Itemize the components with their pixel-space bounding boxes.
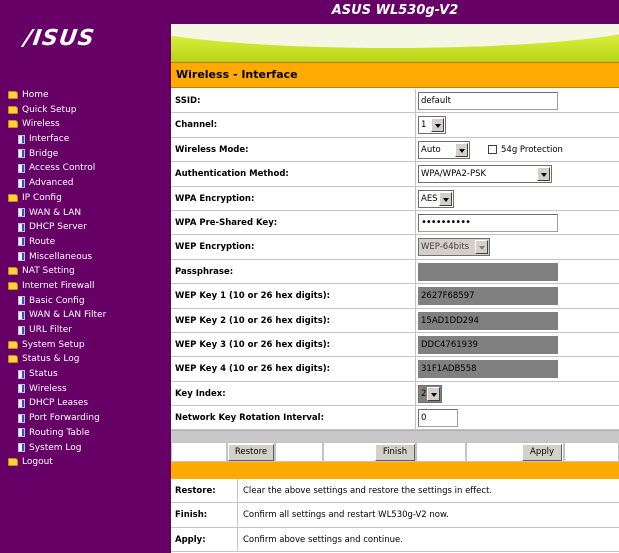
key-index-cell <box>415 382 619 406</box>
sidebar-item-label: Home <box>22 90 49 100</box>
wep-key-2-label: WEP Key 2 (10 or 26 hex digits): <box>175 315 331 326</box>
sidebar-item-label: Status <box>29 369 58 380</box>
page-title-bar <box>171 62 619 88</box>
header-bar <box>171 0 619 24</box>
sidebar-item-status[interactable] <box>0 367 171 382</box>
sidebar-nav <box>0 88 171 470</box>
sidebar-item-basic-config[interactable] <box>0 294 171 309</box>
sidebar-item-label: Interface <box>29 134 70 145</box>
sidebar-item-label: WAN & LAN Filter <box>29 310 107 321</box>
form-row-auth-method <box>171 162 619 186</box>
key-index-select[interactable] <box>418 385 442 403</box>
form-row-wpa-encryption <box>171 187 619 211</box>
auth-method-label: Authentication Method: <box>175 169 289 180</box>
sidebar-item-label: Bridge <box>29 148 59 159</box>
form-row-wep-key-1 <box>171 284 619 308</box>
wep-encryption-label: WEP Encryption: <box>175 242 255 253</box>
psk-input[interactable]: •••••••••• <box>418 214 558 232</box>
folder-open-icon <box>8 282 18 290</box>
wep-key-1-cell <box>415 284 619 308</box>
finish-button[interactable]: Finish <box>375 444 415 461</box>
sidebar-item-wan-and-lan-filter[interactable] <box>0 308 171 323</box>
chevron-down-icon <box>439 192 452 206</box>
wep-key-1-input[interactable]: 2627F68597 <box>418 287 558 305</box>
form-row-wireless-mode <box>171 138 619 162</box>
sidebar-item-wan-and-lan[interactable] <box>0 206 171 221</box>
sidebar-item-label: Wireless <box>22 119 60 130</box>
wep-encryption-cell <box>415 235 619 259</box>
page-icon <box>18 164 25 173</box>
sidebar-item-label: Status & Log <box>22 354 80 365</box>
sidebar-item-dhcp-server[interactable] <box>0 220 171 235</box>
sidebar-item-label: Logout <box>22 457 53 468</box>
wep-encryption-value: WEP-64bits <box>421 242 470 253</box>
sidebar-item-label: Wireless <box>29 383 67 394</box>
wep-key-4-input[interactable]: 31F1ADB558 <box>418 360 558 378</box>
form-row-wep-encryption <box>171 235 619 259</box>
sidebar-item-wireless[interactable] <box>0 117 171 132</box>
page-icon <box>18 399 25 408</box>
wpa-encryption-select[interactable] <box>418 190 454 208</box>
sidebar-item-label: IP Config <box>22 192 62 203</box>
page-icon <box>18 135 25 144</box>
chevron-down-icon <box>537 167 550 181</box>
form-row-wep-key-4 <box>171 357 619 381</box>
page-icon <box>18 237 25 246</box>
help-apply-label: Apply: <box>175 534 206 545</box>
passphrase-input[interactable] <box>418 263 558 281</box>
folder-open-icon <box>8 120 18 128</box>
key-index-value: 2 <box>421 388 427 399</box>
button-cell-spacer <box>275 442 323 462</box>
asus-logo: /ISUS <box>22 26 97 51</box>
sidebar-item-label: System Setup <box>22 339 85 350</box>
sidebar-item-label: Access Control <box>29 163 96 174</box>
form-row-key-index <box>171 382 619 406</box>
sidebar-item-status-and-log[interactable] <box>0 352 171 367</box>
button-cell-apply <box>466 442 564 462</box>
button-row-divider <box>171 430 619 442</box>
wep-key-1-label: WEP Key 1 (10 or 26 hex digits): <box>175 291 331 302</box>
auth-method-select[interactable] <box>418 165 552 183</box>
form-row-wep-key-3 <box>171 333 619 357</box>
passphrase-cell <box>415 260 619 284</box>
page-icon <box>18 311 25 320</box>
protection-checkbox[interactable] <box>488 145 497 154</box>
help-row-apply <box>171 528 619 552</box>
psk-label: WPA Pre-Shared Key: <box>175 217 278 228</box>
passphrase-label: Passphrase: <box>175 266 234 277</box>
sidebar-item-label: Route <box>29 236 56 247</box>
channel-value: 1 <box>421 120 427 131</box>
sidebar-item-label: Quick Setup <box>22 104 77 115</box>
chevron-down-icon <box>427 387 440 401</box>
wireless-mode-label: Wireless Mode: <box>175 144 249 155</box>
form-row-rotation-interval <box>171 406 619 430</box>
auth-method-value: WPA/WPA2-PSK <box>421 169 487 180</box>
help-section-bar <box>171 462 619 479</box>
page-title: Wireless - Interface <box>176 68 298 81</box>
page-icon <box>18 179 25 188</box>
sidebar-item-system-setup[interactable] <box>0 338 171 353</box>
sidebar-item-miscellaneous[interactable] <box>0 250 171 265</box>
wep-key-3-label: WEP Key 3 (10 or 26 hex digits): <box>175 339 331 350</box>
folder-open-icon <box>8 355 18 363</box>
sidebar-item-dhcp-leases[interactable] <box>0 396 171 411</box>
sidebar-item-label: Routing Table <box>29 427 90 438</box>
sidebar-item-label: Basic Config <box>29 295 85 306</box>
wep-key-4-label: WEP Key 4 (10 or 26 hex digits): <box>175 364 331 375</box>
wep-encryption-select[interactable] <box>418 238 490 256</box>
wireless-mode-cell <box>415 138 619 162</box>
page-icon <box>18 296 25 305</box>
ssid-input[interactable]: default <box>418 92 558 110</box>
rotation-interval-input[interactable]: 0 <box>418 409 458 427</box>
button-cell-finish <box>323 442 416 462</box>
sidebar-item-advanced[interactable] <box>0 176 171 191</box>
action-button-row <box>171 430 619 462</box>
key-index-label: Key Index: <box>175 388 226 399</box>
sidebar-item-wireless[interactable] <box>0 382 171 397</box>
wep-key-3-input[interactable]: DDC4761939 <box>418 336 558 354</box>
sidebar <box>0 0 171 553</box>
page-icon <box>18 370 25 379</box>
sidebar-item-logout[interactable] <box>0 455 171 470</box>
auth-method-cell <box>415 162 619 186</box>
page-icon <box>18 252 25 261</box>
help-row-finish <box>171 503 619 527</box>
channel-label: Channel: <box>175 120 218 131</box>
page-icon <box>18 414 25 423</box>
sidebar-item-system-log[interactable] <box>0 441 171 456</box>
button-cell-spacer <box>416 442 466 462</box>
help-table <box>171 479 619 552</box>
page-icon <box>18 384 25 393</box>
header-banner <box>171 24 619 62</box>
wep-key-3-cell <box>415 333 619 357</box>
page-icon <box>18 149 25 158</box>
button-cells <box>171 442 619 462</box>
sidebar-item-label: DHCP Leases <box>29 398 89 409</box>
sidebar-item-url-filter[interactable] <box>0 323 171 338</box>
chevron-down-icon <box>431 118 444 132</box>
folder-icon <box>8 106 18 114</box>
restore-button[interactable]: Restore <box>228 444 274 461</box>
sidebar-item-label: URL Filter <box>29 325 73 335</box>
sidebar-item-label: Miscellaneous <box>29 251 93 262</box>
sidebar-item-interface[interactable] <box>0 132 171 147</box>
wep-key-4-cell <box>415 357 619 381</box>
sidebar-item-label: NAT Setting <box>22 266 75 277</box>
form-row-channel <box>171 113 619 137</box>
page-icon <box>18 326 25 335</box>
sidebar-item-label: Advanced <box>29 178 74 189</box>
sidebar-item-bridge[interactable] <box>0 147 171 162</box>
sidebar-item-port-forwarding[interactable] <box>0 411 171 426</box>
folder-open-icon <box>8 194 18 202</box>
rotation-interval-label: Network Key Rotation Interval: <box>175 413 324 424</box>
apply-button[interactable]: Apply <box>522 444 562 461</box>
sidebar-item-label: Port Forwarding <box>29 413 100 424</box>
sidebar-item-quick-setup[interactable] <box>0 103 171 118</box>
settings-form <box>171 89 619 430</box>
help-finish-label: Finish: <box>175 510 208 521</box>
form-row-wep-key-2 <box>171 309 619 333</box>
page-icon <box>18 208 25 217</box>
button-cell-restore <box>227 442 275 462</box>
model-name: ASUS WL530g-V2 <box>331 3 459 18</box>
wireless-mode-value: Auto <box>421 144 441 155</box>
folder-icon <box>8 91 18 99</box>
form-row-psk <box>171 211 619 235</box>
folder-icon <box>8 267 18 275</box>
help-restore-text: Clear the above settings and restore the settings in effect. <box>237 479 492 503</box>
ssid-label: SSID: <box>175 96 201 106</box>
help-restore-label: Restore: <box>175 486 216 496</box>
button-cell-spacer <box>171 442 227 462</box>
sidebar-item-ip-config[interactable] <box>0 191 171 206</box>
page-icon <box>18 428 25 437</box>
help-apply-text: Confirm above settings and continue. <box>237 528 403 552</box>
wpa-encryption-value: AES <box>421 193 438 204</box>
protection-label: 54g Protection <box>501 144 563 155</box>
folder-icon <box>8 341 18 349</box>
wep-key-2-input[interactable]: 15AD1DD294 <box>418 312 558 330</box>
channel-cell <box>415 113 619 137</box>
sidebar-item-nat-setting[interactable] <box>0 264 171 279</box>
ssid-cell <box>415 89 619 113</box>
folder-icon <box>8 458 18 466</box>
sidebar-item-access-control[interactable] <box>0 161 171 176</box>
help-row-restore <box>171 479 619 503</box>
sidebar-item-label: Internet Firewall <box>22 280 95 291</box>
form-row-ssid <box>171 89 619 113</box>
page-icon <box>18 223 25 232</box>
sidebar-item-label: WAN & LAN <box>29 207 82 218</box>
sidebar-item-route[interactable] <box>0 235 171 250</box>
sidebar-item-routing-table[interactable] <box>0 426 171 441</box>
sidebar-item-home[interactable] <box>0 88 171 103</box>
form-row-passphrase <box>171 260 619 284</box>
chevron-down-icon <box>455 143 468 157</box>
sidebar-item-internet-firewall[interactable] <box>0 279 171 294</box>
rotation-interval-cell <box>415 406 619 430</box>
chevron-down-icon <box>475 240 488 254</box>
channel-select[interactable] <box>418 116 446 134</box>
sidebar-item-label: System Log <box>29 442 82 453</box>
button-cell-spacer <box>564 442 619 462</box>
psk-cell <box>415 211 619 235</box>
wpa-encryption-label: WPA Encryption: <box>175 193 255 204</box>
help-finish-text: Confirm all settings and restart WL530g-V2 now. <box>237 503 449 527</box>
wireless-mode-select[interactable] <box>418 141 470 159</box>
wpa-encryption-cell <box>415 187 619 211</box>
sidebar-item-label: DHCP Server <box>29 222 87 233</box>
wep-key-2-cell <box>415 309 619 333</box>
page-icon <box>18 443 25 452</box>
